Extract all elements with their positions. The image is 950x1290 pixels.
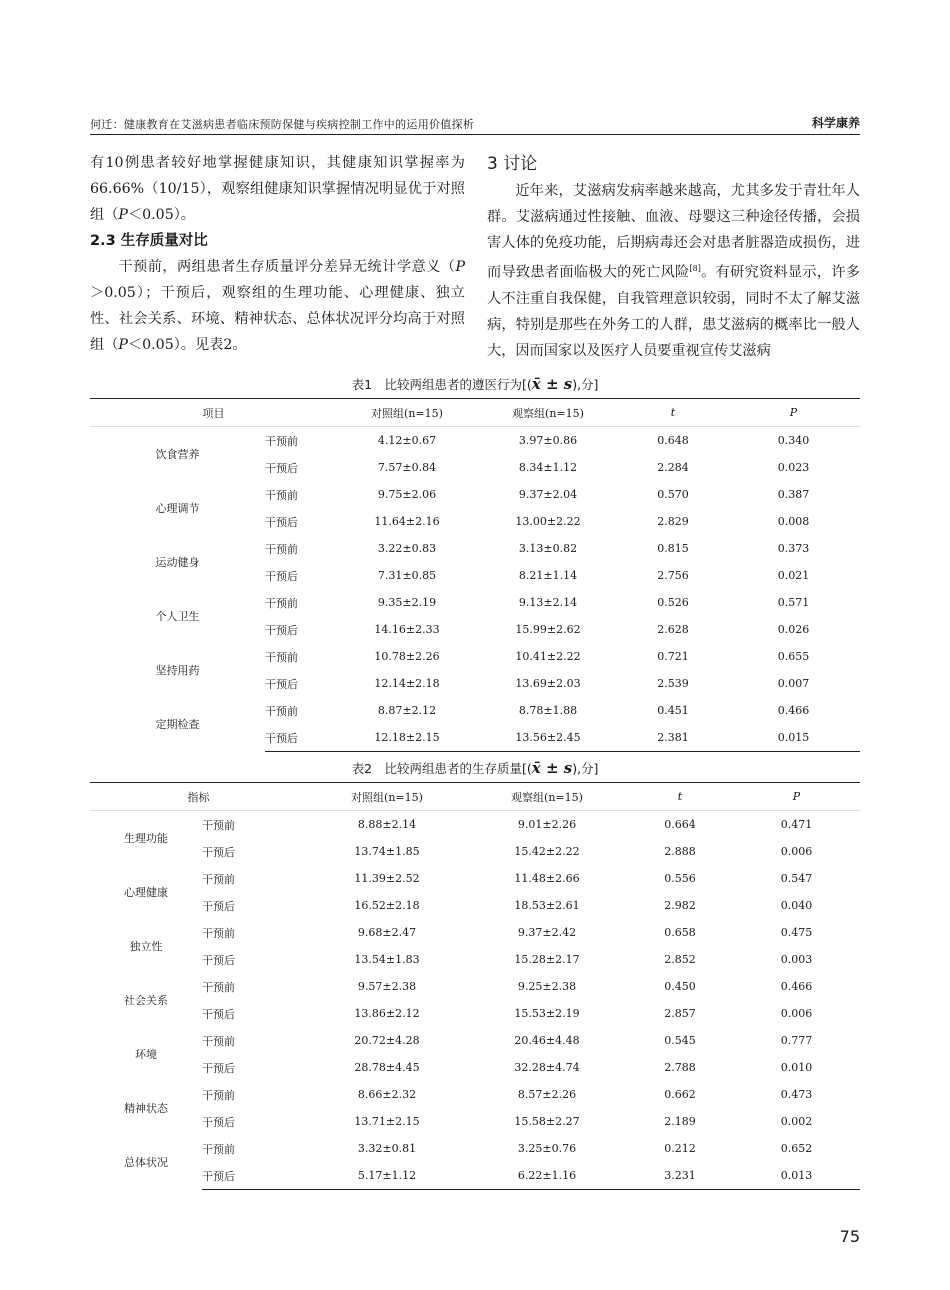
table-cell: 2.982 [664,899,696,912]
table-cell: 13.69±2.03 [515,677,581,690]
row-label: 生理功能 [124,832,168,845]
table-cell: 11.48±2.66 [514,872,580,885]
table-cell: 0.010 [780,1061,813,1074]
phase-label: 干预前 [202,1034,235,1048]
row-label: 个人卫生 [155,610,200,623]
table-cell: 3.22±0.83 [377,542,437,555]
phase-label: 干预后 [202,899,235,913]
row-label: 社会关系 [124,994,168,1007]
table-cell: 15.99±2.62 [515,623,581,636]
table1 [90,398,860,752]
phase-label: 干预前 [265,488,298,502]
journal-name: 科学康养 [811,116,860,130]
table-cell: 10.78±2.26 [374,650,440,663]
table-cell: 0.026 [777,623,810,636]
section-heading-2-3: 2.3 生存质量对比 [90,233,208,249]
table-cell: 9.01±2.26 [517,818,577,831]
table-row [90,643,860,670]
table-cell: 2.189 [664,1115,696,1128]
table2-header-observe: 观察组(n=15) [467,783,627,811]
paragraph-quality-of-life: 干预前，两组患者生存质量评分差异无统计学意义（P＞0.05）；干预后，观察组的生理功能、心理健康、独立性、社会关系、环境、精神状态、总体状况评分均高于对照组（P＜0.05）。见表2。 [90,259,465,353]
table-cell: 0.013 [733,1162,860,1190]
table-row [90,973,860,1000]
table-cell: 0.662 [664,1088,696,1101]
table-cell: 7.57±0.84 [377,461,437,474]
table1-caption: 表1 比较两组患者的遵医行为[(x̄ ± s),分] [351,375,599,393]
header-title: 何迁：健康教育在艾滋病患者临床预防保健与疾病控制工作中的运用价值探析 [90,118,475,131]
table-cell: 9.13±2.14 [518,596,578,609]
table-cell: 0.570 [657,488,689,501]
table2-header-t: t [627,783,733,811]
table-cell: 13.74±1.85 [354,845,420,858]
table-row [90,589,860,616]
table-cell: 0.002 [780,1115,813,1128]
table-cell: 9.57±2.38 [357,980,417,993]
table-cell: 0.006 [780,845,813,858]
table-cell: 8.88±2.14 [357,818,417,831]
table-cell: 0.040 [780,899,813,912]
phase-label: 干预后 [202,1162,307,1190]
table2-caption: 表2 比较两组患者的生存质量[(x̄ ± s),分] [351,759,599,777]
table-cell: 9.25±2.38 [517,980,577,993]
row-label: 定期检查 [155,718,200,732]
table-row [90,697,860,724]
table-cell: 3.97±0.86 [518,434,578,447]
row-label: 心理健康 [124,886,168,899]
table-cell: 13.56±2.45 [477,724,619,752]
phase-label: 干预前 [202,1088,235,1102]
table-cell: 2.857 [664,1007,696,1020]
table-cell: 13.54±1.83 [354,953,420,966]
table-cell: 8.66±2.32 [357,1088,417,1101]
table-cell: 8.87±2.12 [377,704,437,717]
phase-label: 干预前 [265,596,298,610]
table-cell: 0.387 [777,488,810,501]
paragraph-discussion: 近年来，艾滋病发病率越来越高，尤其多发于青壮年人群。艾滋病通过性接触、血液、母婴这三种途径传播，会损害人体的免疫功能，后期病毒还会对患者脏器造成损伤，进而导致患者面临极大的死亡风险[8]。有研究资料显示，许多人不注重自我保健，自我管理意识较弱，同时不太了解艾滋病，特别是那些在外务工的人群，患艾滋病的概率比一般人大，因而国家以及医疗人员要重视宣传艾滋病 [487,183,860,359]
phase-label: 干预前 [202,818,235,832]
table-cell: 13.00±2.22 [515,515,581,528]
table-cell: 0.003 [780,953,813,966]
row-label: 独立性 [129,940,163,953]
table1-header-control: 对照组(n=15) [337,399,477,427]
page-number: 75 [839,1227,860,1246]
table-row [90,892,860,919]
phase-label: 干预前 [202,980,235,994]
table2-header-control: 对照组(n=15) [307,783,467,811]
reference-8[interactable]: [8] [689,264,701,273]
table-row [90,1054,860,1081]
section-heading-discussion: 3 讨论 [487,154,538,174]
table-cell: 0.547 [780,872,813,885]
phase-label: 干预后 [265,677,298,691]
left-column [90,150,465,358]
table-cell: 8.21±1.14 [518,569,578,582]
table-cell: 0.340 [777,434,810,447]
table2-header-p: P [733,783,860,811]
table-cell: 15.58±2.27 [514,1115,580,1128]
phase-label: 干预后 [202,845,235,859]
row-label: 心理调节 [155,502,200,515]
table-cell: 8.57±2.26 [517,1088,577,1101]
table-cell: 18.53±2.61 [514,899,580,912]
table1-header-item: 项目 [90,399,337,427]
table-cell: 3.32±0.81 [357,1142,417,1155]
phase-label: 干预前 [202,926,235,940]
table-cell: 0.021 [777,569,810,582]
table-cell: 11.64±2.16 [374,515,440,528]
table-cell: 8.78±1.88 [518,704,578,717]
running-header [90,112,860,135]
row-label: 饮食营养 [155,448,200,461]
phase-label: 干预后 [202,1007,235,1021]
table-cell: 2.788 [664,1061,696,1074]
phase-label: 干预前 [202,1142,235,1156]
row-label: 坚持用药 [155,664,200,677]
table-cell: 9.35±2.19 [377,596,437,609]
table-cell: 0.008 [777,515,810,528]
table-cell: 0.545 [664,1034,696,1047]
table1-header-observe: 观察组(n=15) [477,399,619,427]
table-cell: 0.451 [657,704,689,717]
table-cell: 4.12±0.67 [377,434,437,447]
table-cell: 16.52±2.18 [354,899,420,912]
table-cell: 0.466 [777,704,810,717]
table-cell: 0.023 [777,461,810,474]
table-cell: 0.815 [657,542,689,555]
table-row [90,481,860,508]
table-row [90,1081,860,1108]
table2 [90,782,860,1190]
phase-label: 干预后 [265,623,298,637]
table-row [90,838,860,865]
table-cell: 15.42±2.22 [514,845,580,858]
table-cell: 10.41±2.22 [515,650,581,663]
phase-label: 干预后 [202,1061,235,1075]
table-cell: 2.628 [657,623,689,636]
table-cell: 20.46±4.48 [514,1034,580,1047]
table-cell: 0.450 [664,980,696,993]
table-row [90,811,860,839]
table-cell: 15.28±2.17 [514,953,580,966]
table-row [90,919,860,946]
table-cell: 2.829 [657,515,689,528]
paragraph-knowledge-result: 有10例患者较好地掌握健康知识，其健康知识掌握率为66.66%（10/15），观察组健康知识掌握情况明显优于对照组（P＜0.05）。 [90,155,465,223]
right-column [487,150,860,364]
table-row [90,427,860,455]
table-cell: 8.34±1.12 [518,461,578,474]
table-cell: 9.75±2.06 [377,488,437,501]
table-row [90,535,860,562]
table-cell: 28.78±4.45 [354,1061,420,1074]
table-cell: 14.16±2.33 [374,623,440,636]
table-cell: 0.526 [657,596,689,609]
row-label: 精神状态 [124,1102,168,1115]
table1-header-t: t [619,399,727,427]
table-row [90,1027,860,1054]
table-cell: 3.231 [627,1162,733,1190]
table-cell: 13.86±2.12 [354,1007,420,1020]
table-cell: 0.571 [777,596,810,609]
phase-label: 干预前 [265,704,298,718]
table-cell: 15.53±2.19 [514,1007,580,1020]
table-row [90,1108,860,1135]
table-row [90,946,860,973]
table-cell: 3.25±0.76 [517,1142,577,1155]
table-cell: 0.721 [657,650,689,663]
table-cell: 0.664 [664,818,696,831]
table2-header-item: 指标 [90,783,307,811]
row-label: 总体状况 [124,1156,168,1170]
table-cell: 11.39±2.52 [354,872,420,885]
table-cell: 0.652 [780,1142,813,1155]
table-cell: 0.007 [777,677,810,690]
table-cell: 0.373 [777,542,810,555]
table-cell: 2.539 [657,677,689,690]
table-cell: 32.28±4.74 [514,1061,580,1074]
table-cell: 3.13±0.82 [518,542,578,555]
phase-label: 干预后 [265,724,337,752]
table-row [90,1000,860,1027]
phase-label: 干预后 [202,953,235,967]
table-cell: 0.466 [780,980,813,993]
table-cell: 7.31±0.85 [377,569,437,582]
phase-label: 干预前 [265,434,298,448]
table-cell: 9.37±2.04 [518,488,578,501]
table-cell: 12.18±2.15 [337,724,477,752]
phase-label: 干预后 [202,1115,235,1129]
table-cell: 9.37±2.42 [517,926,577,939]
table-cell: 6.22±1.16 [467,1162,627,1190]
table-cell: 5.17±1.12 [307,1162,467,1190]
table-cell: 2.888 [664,845,696,858]
table-cell: 0.006 [780,1007,813,1020]
table-cell: 12.14±2.18 [374,677,440,690]
table-cell: 0.777 [780,1034,813,1047]
phase-label: 干预前 [265,542,298,556]
row-label: 环境 [135,1048,157,1061]
table-row [90,1162,860,1190]
phase-label: 干预后 [265,515,298,529]
table-cell: 0.475 [780,926,813,939]
table-cell: 0.471 [780,818,813,831]
table-cell: 0.212 [664,1142,696,1155]
table-cell: 9.68±2.47 [357,926,417,939]
table-cell: 0.655 [777,650,810,663]
row-label: 运动健身 [155,556,200,569]
table-row [90,1135,860,1162]
table-cell: 2.381 [619,724,727,752]
table-cell: 0.015 [727,724,860,752]
table-cell: 2.852 [664,953,696,966]
table-cell: 2.284 [657,461,689,474]
table-cell: 0.648 [657,434,689,447]
phase-label: 干预后 [265,569,298,583]
phase-label: 干预后 [265,461,298,475]
table-cell: 13.71±2.15 [354,1115,420,1128]
phase-label: 干预前 [202,872,235,886]
table-cell: 2.756 [657,569,689,582]
phase-label: 干预前 [265,650,298,664]
table-cell: 20.72±4.28 [354,1034,420,1047]
table-cell: 0.658 [664,926,696,939]
table-row [90,865,860,892]
table-cell: 0.556 [664,872,696,885]
table1-header-p: P [727,399,860,427]
table-cell: 0.473 [780,1088,813,1101]
